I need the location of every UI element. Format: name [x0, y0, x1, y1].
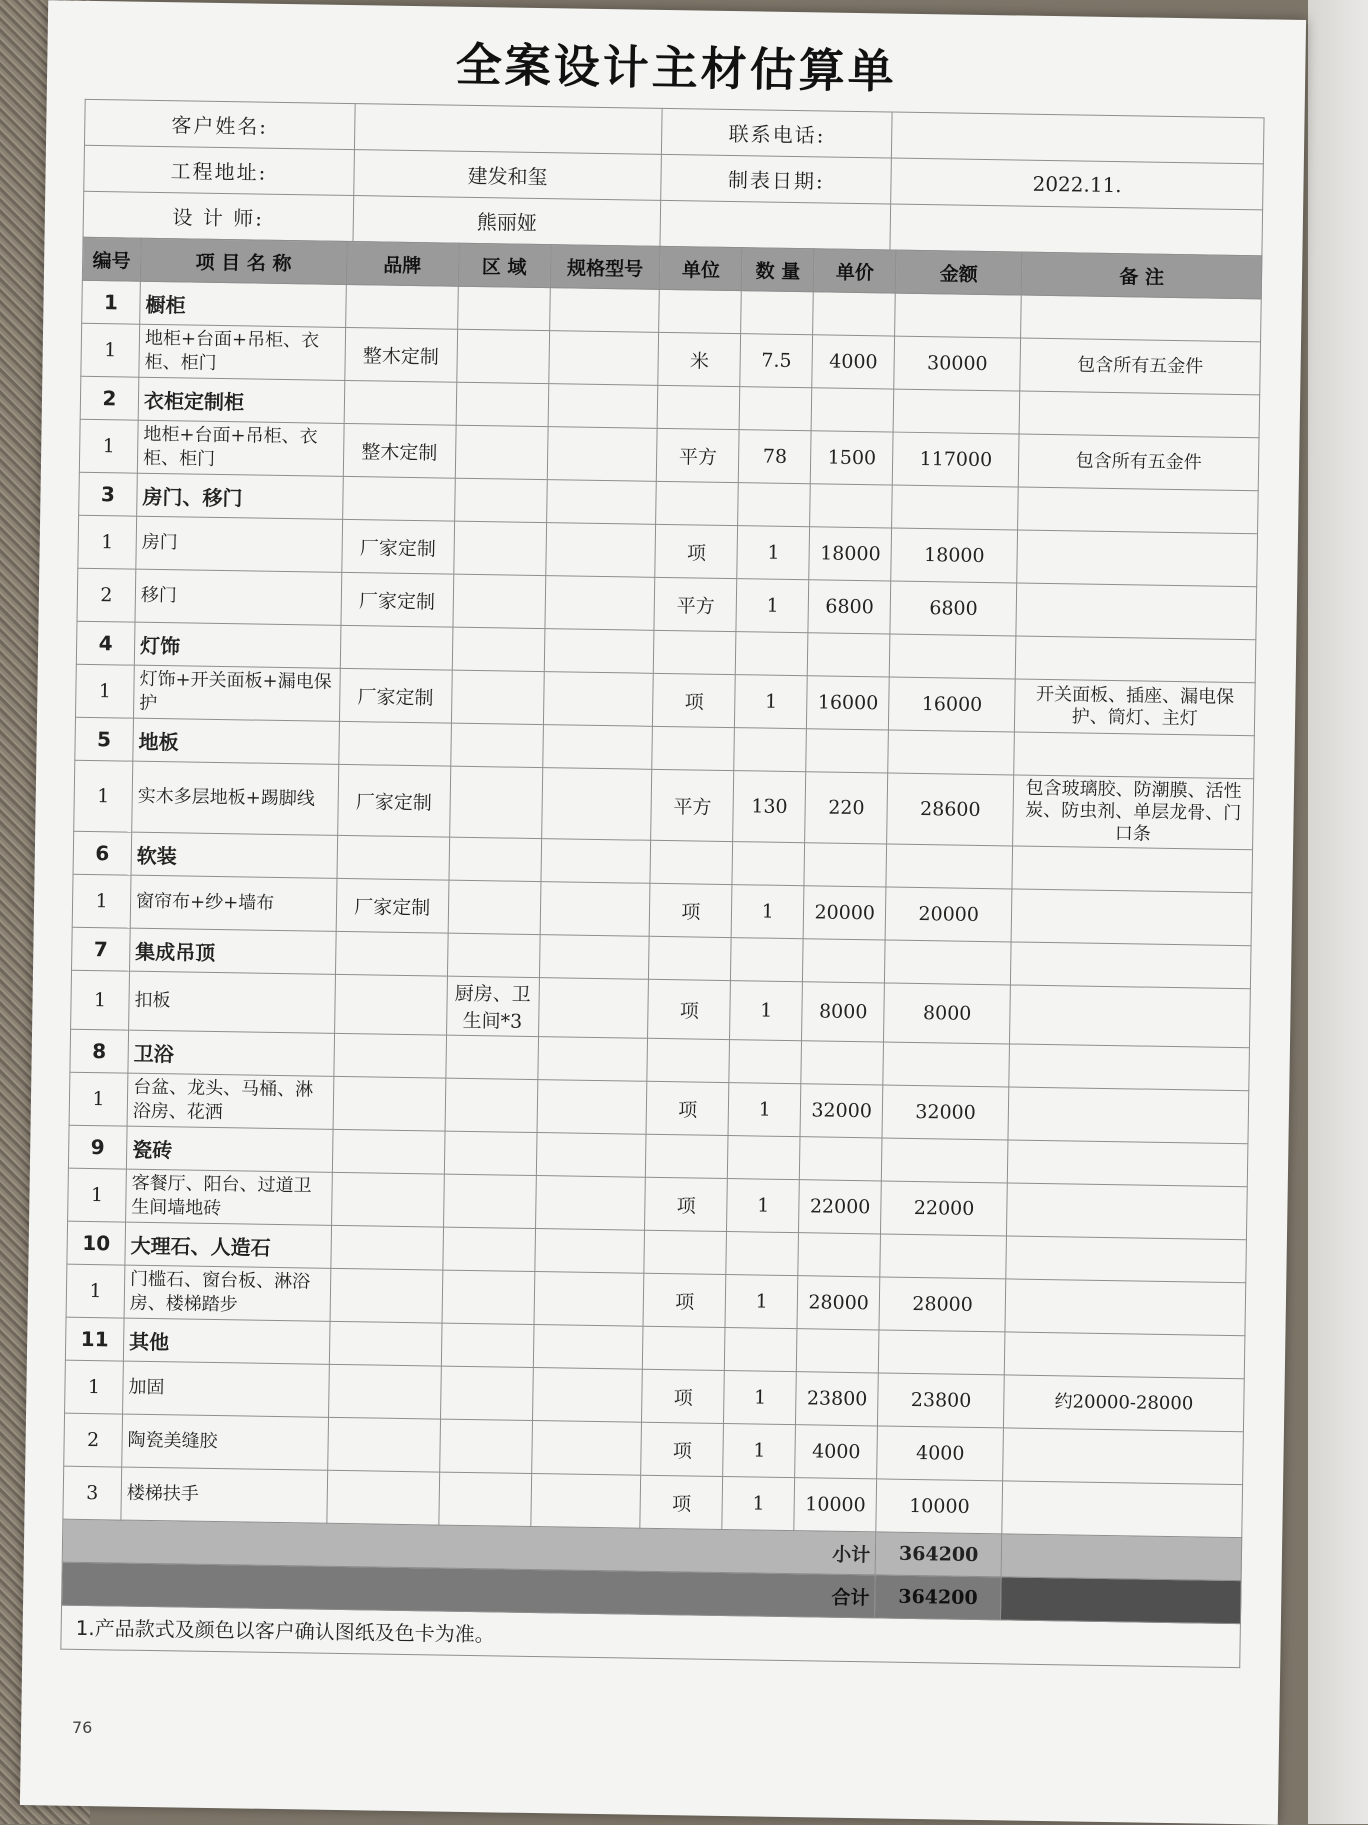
empty-cell: [447, 933, 540, 977]
item-amount: 32000: [882, 1085, 1009, 1140]
item-amount: 16000: [889, 677, 1016, 732]
empty-cell: [344, 380, 457, 425]
empty-cell: [339, 721, 452, 766]
empty-cell: [652, 726, 735, 770]
subtotal-label: 小计: [62, 1519, 876, 1575]
materials-table-body: [63, 280, 1261, 1537]
empty-cell: [658, 385, 741, 429]
category-name: 瓷砖: [126, 1126, 332, 1172]
phone-value: [892, 112, 1264, 164]
item-name: 客餐厅、阳台、过道卫生间墙地砖: [126, 1169, 333, 1225]
item-brand: [333, 1076, 446, 1131]
empty-cell: [454, 478, 547, 522]
item-name: 陶瓷美缝胶: [122, 1414, 329, 1470]
empty-cell: [1001, 1577, 1241, 1624]
empty-cell: [456, 382, 549, 426]
empty-cell: [340, 625, 453, 670]
empty-cell: [541, 839, 652, 884]
item-unit: 项: [643, 1273, 726, 1327]
empty-cell: [444, 1131, 537, 1175]
empty-cell: [729, 1040, 802, 1084]
empty-cell: [810, 484, 893, 528]
item-area: [445, 1078, 538, 1132]
item-qty: 1: [736, 579, 809, 633]
empty-cell: [800, 1137, 883, 1181]
empty-cell: [544, 629, 655, 674]
empty-cell: [345, 284, 458, 329]
empty-cell: [895, 293, 1022, 338]
empty-cell: [734, 728, 807, 772]
empty-cell: [449, 837, 542, 881]
item-area: [451, 670, 544, 724]
item-spec: [537, 1080, 648, 1135]
empty-cell: [736, 632, 809, 676]
item-brand: 厂家定制: [337, 764, 450, 837]
empty-cell: [643, 1326, 726, 1370]
item-brand: [327, 1470, 440, 1525]
empty-cell: [332, 1129, 445, 1174]
header-no: 编号: [82, 237, 141, 281]
item-amount: 23800: [878, 1373, 1005, 1428]
item-price: 220: [805, 772, 888, 844]
empty-cell: [879, 1330, 1006, 1375]
item-spec: [543, 672, 654, 727]
item-no: 1: [81, 323, 140, 377]
item-brand: [328, 1364, 441, 1419]
item-price: 18000: [809, 527, 892, 581]
item-price: 23800: [796, 1372, 879, 1426]
address-value: 建发和玺: [353, 150, 661, 201]
item-price: 22000: [799, 1180, 882, 1234]
category-name: 衣柜定制柜: [138, 377, 344, 423]
category-number: 3: [79, 472, 138, 516]
item-note: [1017, 530, 1258, 587]
item-note: 约20000-28000: [1004, 1375, 1245, 1432]
item-price: 32000: [800, 1084, 883, 1138]
empty-cell: [890, 204, 1262, 256]
item-spec: [532, 1368, 643, 1423]
item-amount: 6800: [890, 581, 1017, 636]
item-no: 1: [74, 760, 133, 832]
item-brand: [331, 1172, 444, 1227]
empty-cell: [880, 1234, 1007, 1279]
item-note: 包含玻璃胶、防潮膜、活性炭、防虫剂、单层龙骨、门口条: [1013, 775, 1254, 850]
empty-cell: [883, 1042, 1010, 1087]
empty-cell: [1014, 732, 1254, 779]
empty-cell: [457, 286, 550, 330]
empty-cell: [811, 388, 894, 432]
item-spec: [541, 768, 652, 841]
header-price: 单价: [814, 249, 897, 293]
item-spec: [530, 1473, 641, 1528]
item-unit: 平方: [657, 428, 740, 482]
item-no: 1: [66, 1264, 125, 1318]
empty-cell: [893, 389, 1020, 434]
item-brand: [334, 974, 447, 1035]
item-area: 厨房、卫生间*3: [446, 976, 539, 1036]
address-label: 工程地址:: [84, 145, 354, 195]
item-area: [449, 766, 542, 838]
empty-cell: [536, 1133, 647, 1178]
item-note: 包含所有五金件: [1018, 434, 1259, 491]
item-spec: [534, 1272, 645, 1327]
item-name: 扣板: [129, 971, 336, 1033]
category-number: 10: [67, 1221, 126, 1265]
empty-cell: [335, 931, 448, 976]
item-spec: [538, 978, 649, 1039]
item-unit: 项: [645, 1177, 728, 1231]
empty-cell: [806, 729, 889, 773]
total-value: 364200: [875, 1575, 1002, 1620]
item-qty: 1: [723, 1424, 796, 1478]
materials-table: [61, 237, 1262, 1624]
item-note: [1005, 1279, 1246, 1336]
empty-cell: [1021, 295, 1261, 342]
category-number: 9: [68, 1125, 127, 1169]
empty-cell: [1012, 846, 1252, 893]
header-amount: 金额: [896, 250, 1023, 295]
item-note: 包含所有五金件: [1020, 338, 1261, 395]
category-number: 7: [72, 927, 131, 971]
item-area: [455, 425, 548, 479]
item-note: [1010, 985, 1251, 1048]
item-unit: 平方: [654, 577, 737, 631]
item-unit: 项: [646, 1081, 729, 1135]
item-no: 1: [65, 1360, 124, 1414]
category-name: 软装: [131, 832, 337, 878]
empty-cell: [797, 1329, 880, 1373]
empty-cell: [649, 936, 732, 980]
item-no: 2: [77, 568, 136, 622]
empty-cell: [1009, 1044, 1249, 1091]
empty-cell: [798, 1233, 881, 1277]
item-price: 4000: [812, 335, 895, 389]
item-amount: 117000: [892, 432, 1019, 487]
item-spec: [545, 523, 656, 578]
item-spec: [535, 1176, 646, 1231]
category-number: 4: [76, 621, 135, 665]
category-name: 房门、移门: [137, 473, 343, 519]
header-note: 备 注: [1021, 252, 1261, 299]
item-note: [1016, 583, 1257, 640]
customer-label: 客户姓名:: [84, 99, 354, 149]
pen-mark: 76: [72, 1718, 93, 1737]
item-qty: 1: [731, 885, 804, 939]
empty-cell: [331, 1225, 444, 1270]
item-brand: 厂家定制: [342, 519, 455, 574]
item-price: 6800: [808, 580, 891, 634]
category-number: 1: [82, 280, 141, 324]
item-brand: 厂家定制: [341, 572, 454, 627]
item-name: 地柜+台面+吊柜、衣柜、柜门: [137, 420, 344, 476]
empty-cell: [889, 634, 1016, 679]
header-unit: 单位: [660, 246, 743, 290]
item-spec: [531, 1421, 642, 1476]
phone-label: 联系电话:: [662, 108, 892, 158]
item-qty: 1: [727, 1179, 800, 1233]
empty-cell: [741, 291, 814, 335]
item-amount: 20000: [885, 887, 1012, 942]
item-unit: 项: [642, 1369, 725, 1423]
category-name: 集成吊顶: [129, 928, 335, 974]
item-qty: 1: [730, 981, 803, 1041]
item-spec: [540, 882, 651, 937]
empty-cell: [1011, 942, 1251, 989]
item-no: 1: [68, 1168, 127, 1222]
empty-cell: [450, 723, 543, 767]
item-area: [453, 574, 546, 628]
item-price: 10000: [794, 1478, 877, 1532]
item-price: 20000: [803, 886, 886, 940]
category-number: 5: [75, 717, 134, 761]
category-number: 8: [70, 1029, 129, 1073]
item-unit: 平方: [651, 769, 734, 841]
empty-cell: [659, 289, 742, 333]
item-area: [453, 521, 546, 575]
empty-cell: [445, 1035, 538, 1079]
item-note: [1007, 1183, 1248, 1240]
item-area: [438, 1472, 531, 1526]
item-name: 台盆、龙头、马桶、淋浴房、花洒: [127, 1073, 334, 1129]
category-name: 地板: [133, 718, 339, 764]
empty-cell: [542, 725, 653, 770]
item-amount: 22000: [881, 1181, 1008, 1236]
empty-cell: [739, 387, 812, 431]
item-no: 3: [63, 1466, 122, 1520]
item-name: 灯饰+开关面板+漏电保护: [133, 665, 340, 721]
empty-cell: [886, 844, 1013, 889]
item-unit: 项: [640, 1475, 723, 1529]
empty-cell: [885, 940, 1012, 985]
empty-cell: [650, 840, 733, 884]
header-area: 区 域: [458, 243, 551, 287]
empty-cell: [882, 1138, 1009, 1183]
item-amount: 18000: [891, 528, 1018, 583]
header-name: 项 目 名 称: [140, 238, 346, 284]
item-qty: 130: [733, 771, 806, 843]
document-title: 全案设计主材估算单: [455, 37, 898, 99]
item-amount: 10000: [876, 1479, 1003, 1534]
item-note: [1003, 1428, 1244, 1485]
item-price: 8000: [802, 982, 885, 1042]
empty-cell: [888, 730, 1015, 775]
item-unit: 项: [641, 1422, 724, 1476]
empty-cell: [1018, 487, 1258, 534]
date-value: 2022.11.: [891, 158, 1263, 210]
item-unit: 米: [658, 332, 741, 386]
empty-cell: [892, 485, 1019, 530]
item-brand: 整木定制: [345, 327, 458, 382]
item-name: 窗帘布+纱+墙布: [130, 875, 337, 931]
empty-cell: [808, 633, 891, 677]
item-area: [440, 1366, 533, 1420]
item-name: 移门: [135, 569, 342, 625]
item-qty: 1: [722, 1477, 795, 1531]
item-qty: 1: [735, 675, 808, 729]
empty-cell: [1004, 1332, 1244, 1379]
item-price: 1500: [811, 431, 894, 485]
item-name: 实木多层地板+踢脚线: [132, 761, 339, 835]
client-info-table: [83, 99, 1265, 257]
item-qty: 1: [725, 1275, 798, 1329]
item-price: 4000: [795, 1425, 878, 1479]
empty-cell: [441, 1323, 534, 1367]
empty-cell: [731, 938, 804, 982]
empty-cell: [801, 1041, 884, 1085]
item-no: 1: [71, 970, 130, 1030]
empty-cell: [644, 1230, 727, 1274]
empty-cell: [660, 200, 890, 250]
empty-cell: [654, 630, 737, 674]
empty-cell: [546, 480, 657, 525]
item-spec: [544, 576, 655, 631]
item-area: [442, 1270, 535, 1324]
item-qty: 78: [739, 430, 812, 484]
header-qty: 数 量: [742, 248, 815, 292]
empty-cell: [646, 1134, 729, 1178]
item-no: 2: [64, 1413, 123, 1467]
item-qty: 1: [737, 526, 810, 580]
item-brand: 整木定制: [343, 423, 456, 478]
item-name: 楼梯扶手: [121, 1467, 328, 1523]
item-brand: 厂家定制: [339, 668, 452, 723]
empty-cell: [534, 1229, 645, 1274]
item-name: 加固: [123, 1361, 330, 1417]
empty-cell: [334, 1033, 447, 1078]
item-no: 1: [79, 419, 138, 473]
item-brand: [327, 1417, 440, 1472]
header-spec: 规格型号: [550, 245, 661, 290]
empty-cell: [1007, 1140, 1247, 1187]
empty-cell: [1006, 1236, 1246, 1283]
item-no: 1: [78, 515, 137, 569]
total-label: 合计: [62, 1562, 876, 1618]
category-name: 灯饰: [134, 622, 340, 668]
item-note: 开关面板、插座、漏电保护、筒灯、主灯: [1015, 679, 1256, 736]
category-number: 6: [73, 831, 132, 875]
empty-cell: [329, 1321, 442, 1366]
category-name: 大理石、人造石: [125, 1222, 331, 1268]
empty-cell: [549, 288, 660, 333]
item-amount: 28600: [887, 773, 1014, 846]
empty-cell: [1019, 391, 1259, 438]
category-number: 2: [80, 376, 139, 420]
item-note: [1002, 1481, 1243, 1538]
item-brand: [330, 1268, 443, 1323]
header-brand: 品牌: [346, 241, 459, 286]
item-spec: [547, 427, 658, 482]
item-unit: 项: [650, 883, 733, 937]
item-qty: 1: [728, 1083, 801, 1137]
item-amount: 30000: [894, 336, 1021, 391]
estimate-sheet: [20, 0, 1306, 1825]
empty-cell: [656, 481, 739, 525]
item-name: 门槛石、窗台板、淋浴房、楼梯踏步: [124, 1265, 331, 1321]
empty-cell: [725, 1328, 798, 1372]
empty-cell: [726, 1232, 799, 1276]
item-qty: 7.5: [740, 334, 813, 388]
item-area: [448, 880, 541, 934]
item-brand: 厂家定制: [336, 878, 449, 933]
designer-value: 熊丽娅: [353, 196, 661, 247]
empty-cell: [537, 1037, 648, 1082]
item-unit: 项: [655, 524, 738, 578]
table-surface-background: [1308, 0, 1368, 1824]
empty-cell: [1015, 636, 1255, 683]
designer-label: 设 计 师:: [83, 191, 353, 241]
subtotal-value: 364200: [875, 1532, 1002, 1577]
item-note: [1011, 889, 1252, 946]
item-unit: 项: [653, 673, 736, 727]
item-name: 房门: [136, 516, 343, 572]
category-name: 其他: [123, 1318, 329, 1364]
empty-cell: [533, 1325, 644, 1370]
item-unit: 项: [648, 979, 731, 1039]
empty-cell: [539, 935, 650, 980]
empty-cell: [647, 1038, 730, 1082]
empty-cell: [337, 835, 450, 880]
empty-cell: [452, 627, 545, 671]
item-amount: 8000: [884, 983, 1011, 1044]
item-amount: 28000: [879, 1277, 1006, 1332]
empty-cell: [803, 939, 886, 983]
empty-cell: [738, 483, 811, 527]
date-label: 制表日期:: [661, 154, 891, 204]
item-name: 地柜+台面+吊柜、衣柜、柜门: [139, 324, 346, 380]
empty-cell: [804, 843, 887, 887]
empty-cell: [813, 292, 896, 336]
category-number: 11: [65, 1317, 124, 1361]
item-area: [456, 329, 549, 383]
item-spec: [548, 331, 659, 386]
item-qty: 1: [724, 1371, 797, 1425]
category-name: 橱柜: [140, 281, 346, 327]
item-price: 28000: [797, 1276, 880, 1330]
empty-cell: [548, 384, 659, 429]
item-area: [439, 1419, 532, 1473]
empty-cell: [342, 476, 455, 521]
item-price: 16000: [807, 676, 890, 730]
item-amount: 4000: [877, 1426, 1004, 1481]
item-no: 1: [75, 664, 134, 718]
customer-value: [354, 104, 662, 155]
item-area: [443, 1174, 536, 1228]
item-no: 1: [69, 1072, 128, 1126]
item-note: [1008, 1087, 1249, 1144]
item-no: 1: [72, 874, 131, 928]
empty-cell: [442, 1227, 535, 1271]
footnote: 1.产品款式及颜色以客户确认图纸及色卡为准。: [60, 1606, 1241, 1669]
empty-cell: [1001, 1534, 1241, 1581]
empty-cell: [728, 1136, 801, 1180]
empty-cell: [732, 842, 805, 886]
category-name: 卫浴: [128, 1030, 334, 1076]
